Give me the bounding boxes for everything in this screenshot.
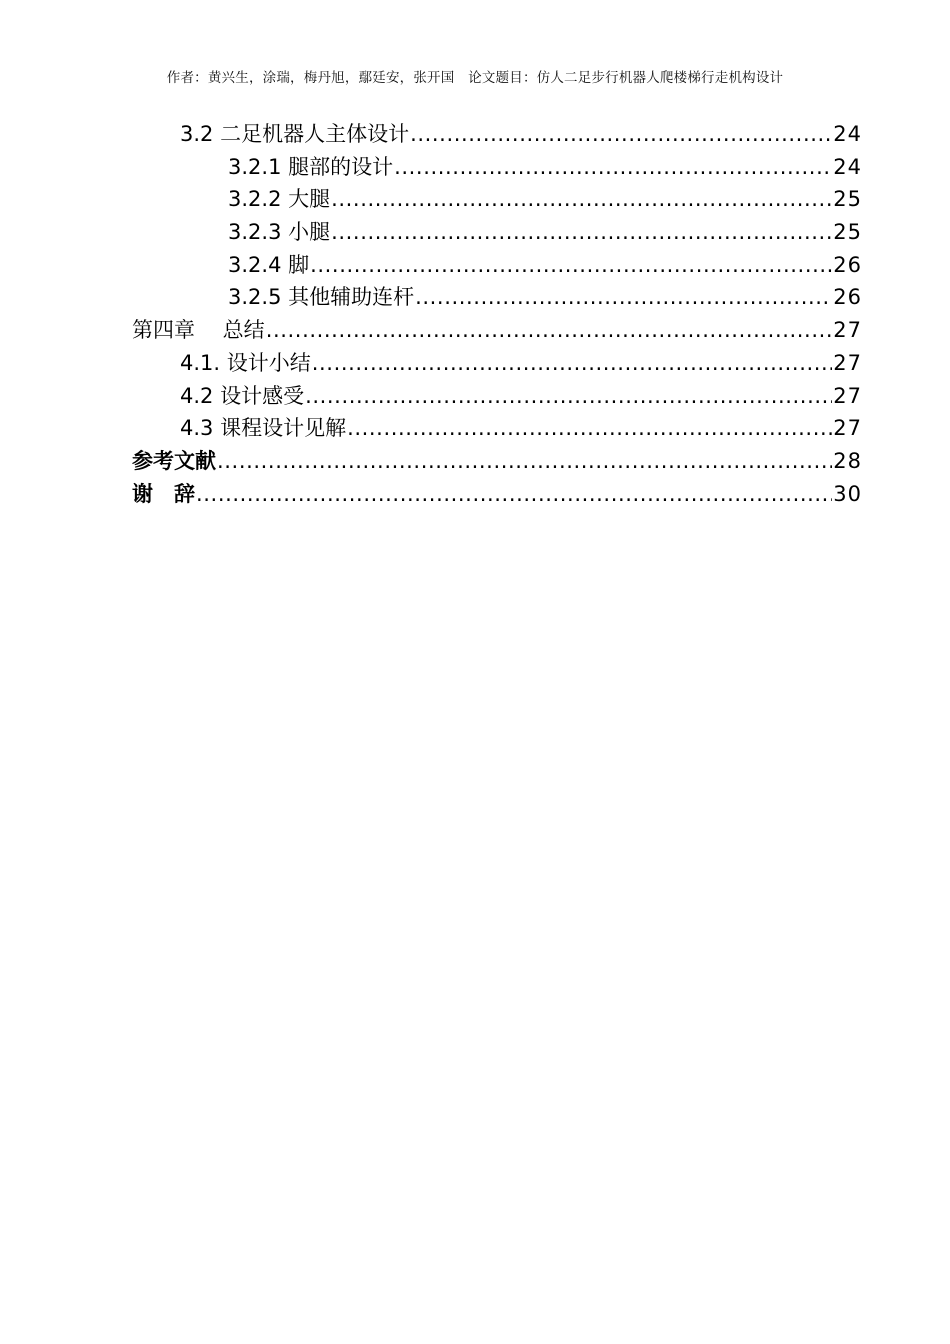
toc-entry-page: 24 [833, 154, 862, 179]
toc-entry-page: 26 [833, 285, 862, 310]
dot-leader [217, 445, 832, 478]
dot-leader [310, 249, 832, 282]
toc-entry[interactable] [132, 183, 862, 216]
toc-entry-page: 27 [833, 318, 862, 343]
toc-entry-label: 3.2 二足机器人主体设计 [180, 122, 410, 146]
toc-entry[interactable] [132, 249, 862, 282]
dot-leader [331, 216, 832, 249]
dot-leader [196, 478, 832, 511]
toc-entry-chapter[interactable] [132, 314, 862, 347]
toc-entry[interactable] [132, 118, 862, 151]
toc-entry-label: 第四章 总结 [132, 318, 265, 343]
toc-entry-label: 谢 辞 [132, 481, 195, 506]
toc-entry-label: 4.3 课程设计见解 [180, 416, 347, 441]
toc-entry-label: 参考文献 [132, 448, 216, 473]
toc-entry[interactable] [132, 151, 862, 184]
toc-entry-page: 27 [833, 350, 862, 375]
toc-entry[interactable] [132, 412, 862, 445]
dot-leader [410, 118, 832, 151]
dot-leader [305, 380, 832, 413]
toc-entry-page: 24 [833, 122, 862, 146]
toc-entry-label: 3.2.2 大腿 [228, 187, 331, 212]
toc-entry-page: 27 [833, 416, 862, 441]
toc-entry[interactable] [132, 216, 862, 249]
toc-entry[interactable] [132, 347, 862, 380]
dot-leader [347, 412, 832, 445]
toc-entry-label: 3.2.5 其他辅助连杆 [228, 285, 415, 310]
toc-entry-acknowledgements[interactable] [132, 478, 862, 511]
toc-entry[interactable] [132, 380, 862, 413]
toc-entry-references[interactable] [132, 445, 862, 478]
dot-leader [331, 183, 832, 216]
dot-leader [415, 281, 832, 314]
page-header: 作者：黄兴生，涂瑞，梅丹旭，鄢廷安，张开国 论文题目：仿人二足步行机器人爬楼梯行走机构设计 [166, 70, 784, 86]
dot-leader [394, 151, 832, 184]
toc-entry-label: 4.1. 设计小结 [180, 350, 311, 375]
dot-leader [312, 347, 833, 380]
toc-entry[interactable] [132, 281, 862, 314]
toc-entry-page: 28 [833, 448, 862, 473]
toc-entry-label: 4.2 设计感受 [180, 383, 305, 408]
toc-entry-page: 25 [833, 220, 862, 245]
toc-entry-page: 25 [833, 187, 862, 212]
toc-entry-page: 30 [833, 481, 862, 506]
table-of-contents [132, 118, 862, 510]
toc-entry-page: 26 [833, 252, 862, 277]
toc-entry-label: 3.2.1 腿部的设计 [228, 154, 394, 179]
toc-entry-label: 3.2.3 小腿 [228, 220, 331, 245]
toc-entry-label: 3.2.4 脚 [228, 252, 310, 277]
dot-leader [266, 314, 833, 347]
toc-entry-page: 27 [833, 383, 862, 408]
